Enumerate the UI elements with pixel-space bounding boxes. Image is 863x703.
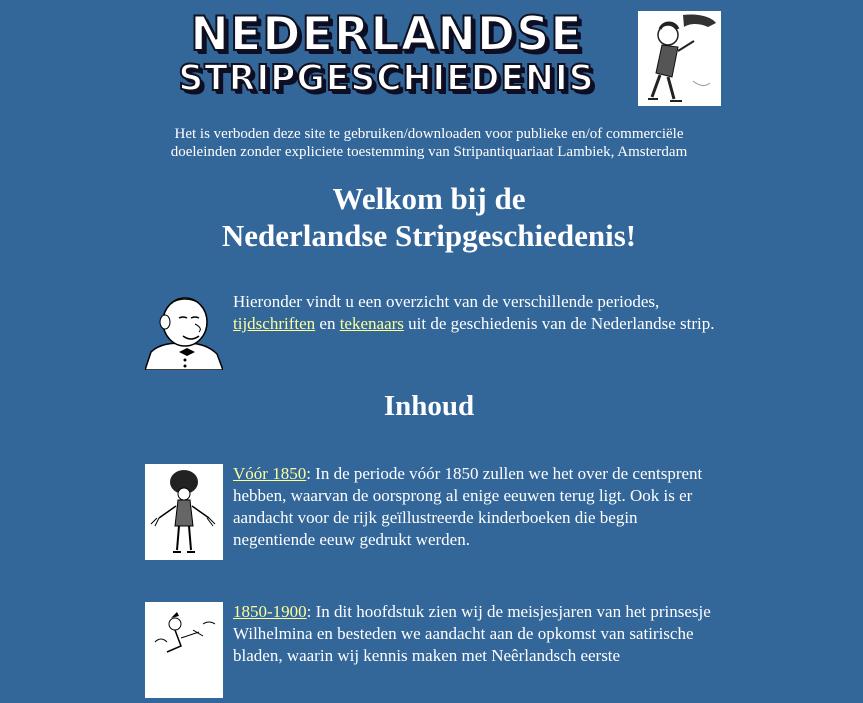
logo-title-line2: STRIPGESCHIEDENIS xyxy=(178,58,595,99)
entry-voor-1850: Vóór 1850: In de periode vóór 1850 zullen we het over de centsprent hebben, waarvan de oorsprong al enige eeuwen terug ligt. Ook is er aandacht voor de rijk geïllustreerde kinderboeken die begin negentiende eeuw gedrukt werden. xyxy=(233,464,703,549)
link-tijdschriften[interactable]: tijdschriften xyxy=(233,314,316,333)
link-voor-1850[interactable]: Vóór 1850 xyxy=(233,464,307,483)
welcome-heading xyxy=(140,180,718,254)
intro-paragraph: Hieronder vindt u een overzicht van de verschillende periodes, tijdschriften en tekenaars uit de geschiedenis van de Nederlandse strip. xyxy=(233,292,715,333)
header-illustration xyxy=(638,11,721,106)
entry-thumbnail-1850-1900[interactable] xyxy=(145,602,223,698)
link-tekenaars[interactable]: tekenaars xyxy=(339,314,404,333)
link-1850-1900[interactable]: 1850-1900 xyxy=(233,602,307,621)
site-logo[interactable] xyxy=(139,7,634,106)
entry-thumbnail-voor-1850[interactable] xyxy=(145,464,223,560)
welcome-line1: Welkom bij de xyxy=(332,181,526,216)
welcome-line2: Nederlandse Stripgeschiedenis! xyxy=(221,218,637,253)
copyright-notice: Het is verboden deze site te gebruiken/downloaden voor publieke en/of commerciële doeleinden zonder expliciete toestemming van Stripantiquariaat Lambiek, Amsterdam xyxy=(170,126,688,160)
logo-title-line1: NEDERLANDSE xyxy=(190,7,583,62)
entry-1850-1900: 1850-1900: In dit hoofdstuk zien wij de meisjesjaren van het prinsesje Wilhelmina en besteden we aandacht aan de opkomst van satirische bladen, waarin wij kennis maken met Neêrlandsch eerste xyxy=(233,602,711,665)
intro-cartoon xyxy=(145,292,223,370)
toc-heading: Inhoud xyxy=(383,390,475,422)
